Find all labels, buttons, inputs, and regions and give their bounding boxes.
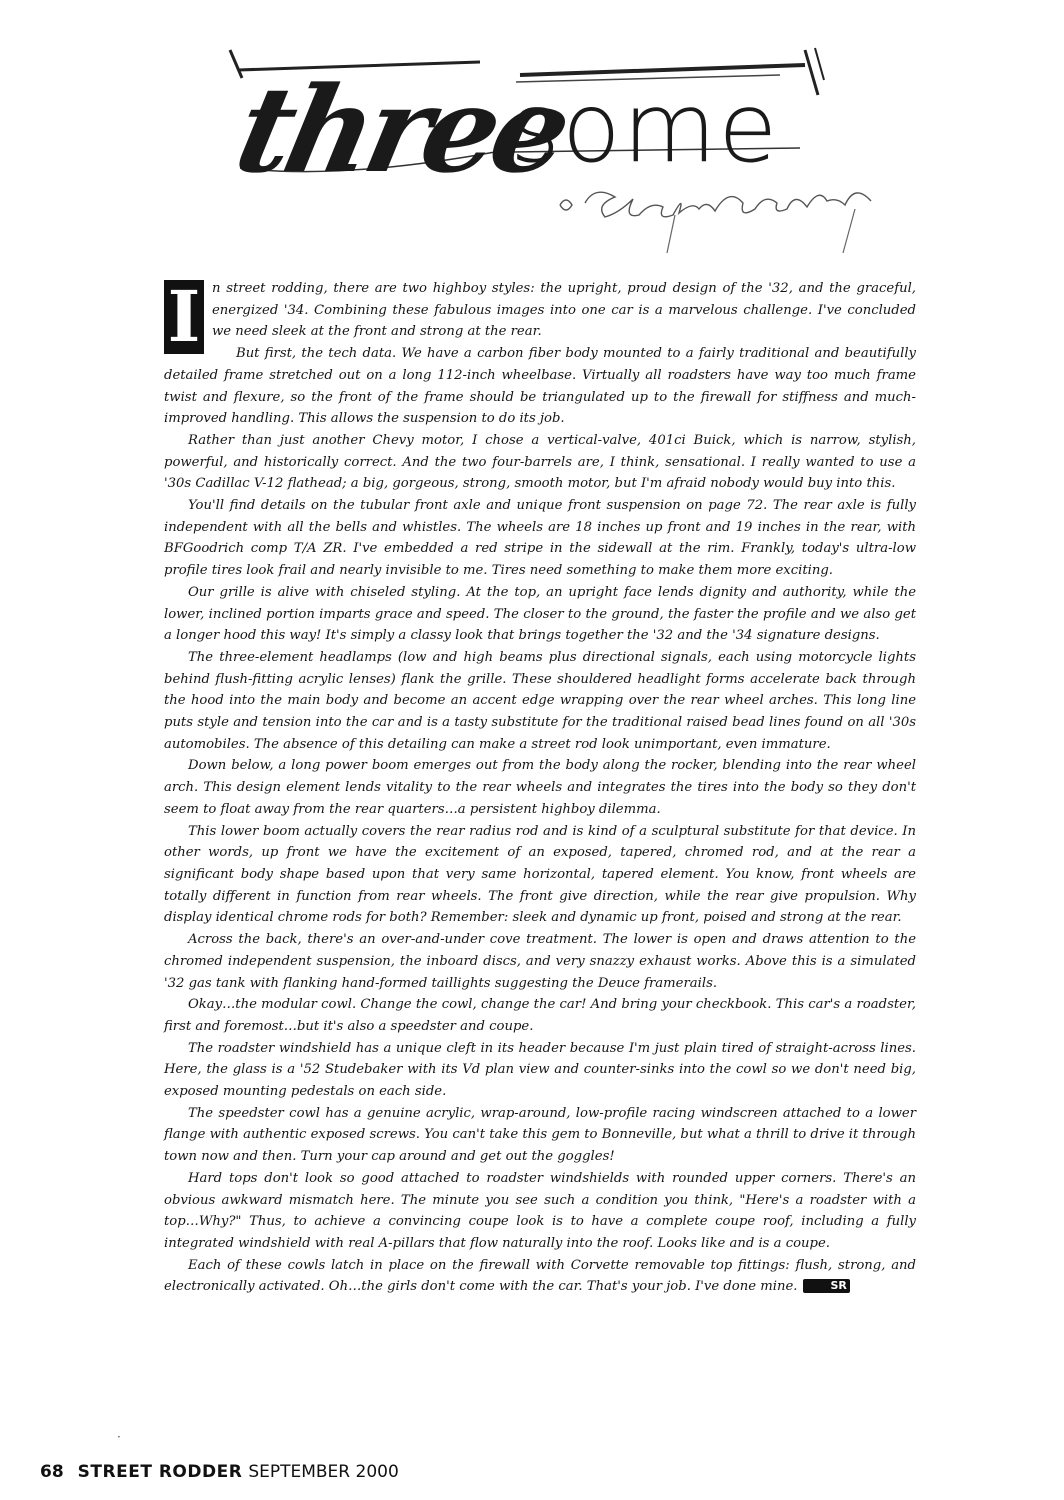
title-word-three: three <box>225 60 578 199</box>
paragraph: Across the back, there's an over-and-under cove treatment. The lower is open and draws attention to the chromed independent suspension, the inboard discs, and very snazzy exhaust works. Above this is a simulated '32 gas tank with flanking hand-formed taillights suggesting the Deuce framerails. <box>164 932 916 991</box>
paragraph: Okay…the modular cowl. Change the cowl, change the car! And bring your checkbook. This car's a roadster, first and foremost…but it's also a speedster and coupe. <box>164 997 916 1034</box>
page-footer <box>40 1462 399 1482</box>
end-mark-icon: SR <box>803 1279 849 1293</box>
page-number: 68 <box>40 1462 64 1482</box>
paragraph: Our grille is alive with chiseled styling. At the top, an upright face lends dignity and authority, while the lower, inclined portion imparts grace and speed. The closer to the ground, the faster the profile and we also get a longer hood this way! It's simply a classy look that brings together the '32 and the '34 signature designs. <box>164 584 916 644</box>
paragraph: Rather than just another Chevy motor, I chose a vertical-valve, 401ci Buick, which is narrow, stylish, powerful, and historically correct. And the two four-barrels are, I think, sensational. I really wanted to use a '30s Cadillac V-12 flathead; a big, gorgeous, strong, smooth motor, but I'm afraid nobody would buy into this. <box>164 432 916 492</box>
paragraph: I n street rodding, there are two highboy styles: the upright, proud design of the '32, and the graceful, energized '34. Combining these fabulous images into one car is a marvelous challenge. I've concluded we need sleek at the front and strong at the rear. <box>164 278 916 343</box>
paragraph: But first, the tech data. We have a carbon fiber body mounted to a fairly traditional and beautifully detailed frame stretched out on a long 112-inch wheelbase. Virtually all roadsters have way too much frame twist and flexure, so the front of the frame should be triangulated up to the firewall for stiffness and much-improved handling. This allows the suspension to do its job. <box>164 346 916 427</box>
article-body <box>164 275 916 1298</box>
magazine-name: STREET RODDER <box>77 1462 243 1482</box>
paragraph: Hard tops don't look so good attached to roadster windshields with rounded upper corners. There's an obvious awkward mismatch here. The minute you see such a condition you think, "Here's a roadster with a top…Why?" Thus, to achieve a convincing coupe look is to have a complete coupe roof, including a fully integrated windshield with real A-pillars that flow naturally into the roof. Looks like and is a coupe. <box>164 1170 916 1251</box>
title-word-some: some <box>510 72 780 184</box>
paragraph: You'll find details on the tubular front axle and unique front suspension on page 72. The rear axle is fully independent with all the bells and whistles. The wheels are 18 inches up front and 19 inches in the rear, with BFGoodrich comp T/A ZR. I've embedded a red stripe in the sidewall at the rim. Frankly, today's ultra-low profile tires look frail and nearly invisible to me. Tires need something to make them more exciting. <box>164 498 916 579</box>
margin-mark: · <box>117 1430 121 1444</box>
article-title <box>220 20 840 270</box>
issue-date: SEPTEMBER 2000 <box>248 1462 399 1482</box>
paragraph: This lower boom actually covers the rear radius rod and is kind of a sculptural substitute for that device. In other words, up front we have the excitement of an exposed, tapered, chromed rod, and at the rear a significant body shape based upon that very same horizontal, tapered element. You know, front wheels are totally different in function from rear wheels. The front give direction, while the rear give propulsion. Why display identical chrome rods for both? Remember: sleek and dynamic up front, poised and strong at the rear. <box>164 823 916 926</box>
paragraph: Down below, a long power boom emerges out from the body along the rocker, blending into the rear wheel arch. This design element lends vitality to the rear wheels and integrates the tires into the body so they don't seem to float away from the rear quarters…a persistent highboy dilemma. <box>164 758 916 817</box>
paragraph: The three-element headlamps (low and high beams plus directional signals, each using motorcycle lights behind flush-fitting acrylic lenses) flank the grille. These shouldered headlight forms accelerate back through the hood into the main body and become an accent edge wrapping over the rear wheel arches. This long line puts style and tension into the car and is a tasty substitute for the traditional raised bead lines found on all '30s automobiles. The absence of this detailing can make a street rod look unimportant, even immature. <box>164 649 916 752</box>
author-signature-icon <box>555 175 895 255</box>
paragraph: The roadster windshield has a unique cleft in its header because I'm just plain tired of straight-across lines. Here, the glass is a '52 Studebaker with its Vd plan view and counter-sinks into the cowl so we don't need big, exposed mounting pedestals on each side. <box>164 1040 916 1100</box>
paragraph: The speedster cowl has a genuine acrylic, wrap-around, low-profile racing windscreen attached to a lower flange with authentic exposed screws. You can't take this gem to Bonneville, but what a thrill to drive it through town now and then. Turn your cap around and get out the goggles! <box>164 1105 916 1165</box>
drop-cap: I <box>164 280 204 354</box>
paragraph: Each of these cowls latch in place on the firewall with Corvette removable top fittings: flush, strong, and electronically activated. Oh…the girls don't come with the car. That's your job. I've done mine. SR <box>164 1257 916 1295</box>
